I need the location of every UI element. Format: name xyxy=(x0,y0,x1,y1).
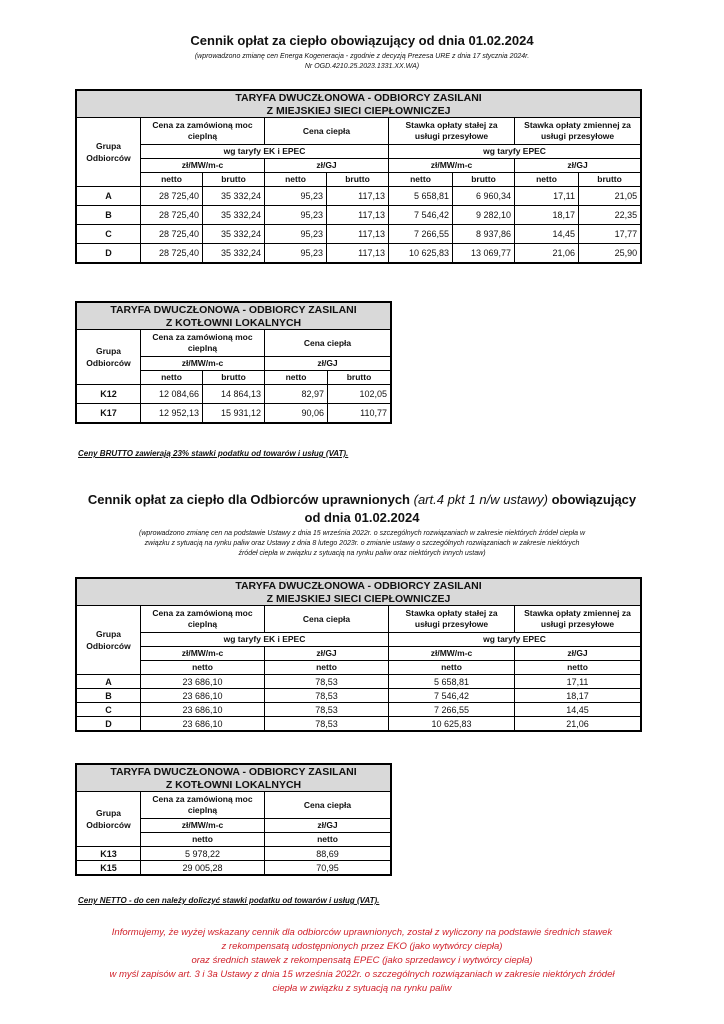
tariff-epec-header: wg taryfy EPEC xyxy=(389,145,641,159)
heat-price-header: Cena ciepła xyxy=(265,330,391,357)
table-row: A 28 725,40 35 332,24 95,23 117,13 5 658,81 6 960,34 17,11 21,05 xyxy=(77,187,641,206)
table-row: K12 12 084,66 14 864,13 82,97 102,05 xyxy=(77,385,391,404)
tariff-ek-header: wg taryfy EK i EPEC xyxy=(141,633,389,647)
netto-header: netto xyxy=(389,173,453,187)
table-row: C 28 725,40 35 332,24 95,23 117,13 7 266,55 8 937,86 14,45 17,77 xyxy=(77,225,641,244)
group-header: Grupa Odbiorców xyxy=(77,606,141,675)
table-row: K17 12 952,13 15 931,12 90,06 110,77 xyxy=(77,404,391,423)
heat-price-header: Cena ciepła xyxy=(265,792,391,819)
footnote-netto: Ceny NETTO - do cen należy doliczyć stawki podatku od towarów i usług (VAT). xyxy=(78,896,380,905)
netto-header: netto xyxy=(141,833,265,847)
table-row: D 23 686,10 78,53 10 625,83 21,06 xyxy=(77,717,641,731)
table-row: K15 29 005,28 70,95 xyxy=(77,861,391,875)
table-row: C 23 686,10 78,53 7 266,55 14,45 xyxy=(77,703,641,717)
unit-header: zł/GJ xyxy=(515,159,641,173)
table-local-boiler xyxy=(76,302,391,423)
table-header-line1: TARYFA DWUCZŁONOWA - ODBIORCY ZASILANI xyxy=(77,303,391,317)
netto-header: netto xyxy=(389,661,515,675)
table-header-line2: Z KOTŁOWNI LOKALNYCH xyxy=(77,778,391,792)
variable-rate-header: Stawka opłaty zmiennej za usługi przesyłowe xyxy=(515,606,641,633)
brutto-header: brutto xyxy=(203,173,265,187)
brutto-header: brutto xyxy=(327,173,389,187)
table-header-line1: TARYFA DWUCZŁONOWA - ODBIORCY ZASILANI xyxy=(77,91,641,105)
unit-header: zł/MW/m-c xyxy=(141,159,265,173)
brutto-header: brutto xyxy=(203,371,265,385)
tariff-ek-header: wg taryfy EK i EPEC xyxy=(141,145,389,159)
table-header-line1: TARYFA DWUCZŁONOWA - ODBIORCY ZASILANI xyxy=(77,765,391,779)
netto-header: netto xyxy=(141,661,265,675)
netto-header: netto xyxy=(265,371,328,385)
netto-header: netto xyxy=(265,833,391,847)
unit-header: zł/GJ xyxy=(515,647,641,661)
brutto-header: brutto xyxy=(453,173,515,187)
unit-header: zł/GJ xyxy=(265,159,389,173)
unit-header: zł/MW/m-c xyxy=(141,647,265,661)
unit-header: zł/MW/m-c xyxy=(389,647,515,661)
law-note: (wprowadzono zmianę cen na podstawie Ustawy z dnia 15 września 2022r. o szczególnych rozwiązaniach w zakresie niektórych źródeł ciepła w związku z sytuacją na rynku paliw oraz Ustawy z dnia 8 lutego 2023r. o zmianie ustawy o szczególnych rozwiązaniach w zakresie niektórych źródeł ciepła w związku z sytuacją na rynku paliw oraz niektórych innych ustaw) xyxy=(138,530,585,557)
variable-rate-header: Stawka opłaty zmiennej za usługi przesyłowe xyxy=(515,118,641,145)
unit-header: zł/GJ xyxy=(265,647,389,661)
unit-header: zł/GJ xyxy=(265,357,391,371)
netto-header: netto xyxy=(515,661,641,675)
group-header: Grupa Odbiorców xyxy=(77,118,141,187)
table-header-line1: TARYFA DWUCZŁONOWA - ODBIORCY ZASILANI xyxy=(77,579,641,593)
page-title: Cennik opłat za ciepło obowiązujący od dnia 01.02.2024 xyxy=(190,33,534,48)
group-header: Grupa Odbiorców xyxy=(77,792,141,847)
price-change-note: (wprowadzono zmianę cen Energa Kogeneracja - zgodnie z decyzją Prezesa URE z dnia 17 stycznia 2024r. Nr OGD.4210.25.2023.1331.XX.WA) xyxy=(194,53,530,70)
netto-header: netto xyxy=(141,173,203,187)
capacity-price-header: Cena za zamówioną moc cieplną xyxy=(141,330,265,357)
table-row: B 23 686,10 78,53 7 546,42 18,17 xyxy=(77,689,641,703)
section2-title: Cennik opłat za ciepło dla Odbiorców uprawnionych (art.4 pkt 1 n/w ustawy) obowiązujący od dnia 01.02.2024 xyxy=(87,492,637,525)
unit-header: zł/MW/m-c xyxy=(141,357,265,371)
heat-price-header: Cena ciepła xyxy=(265,118,389,145)
unit-header: zł/MW/m-c xyxy=(389,159,515,173)
table-header-line2: Z MIEJSKIEJ SIECI CIEPŁOWNICZEJ xyxy=(77,592,641,606)
netto-header: netto xyxy=(265,661,389,675)
fixed-rate-header: Stawka opłaty stałej za usługi przesyłowe xyxy=(389,118,515,145)
capacity-price-header: Cena za zamówioną moc cieplną xyxy=(141,118,265,145)
brutto-header: brutto xyxy=(328,371,391,385)
capacity-price-header: Cena za zamówioną moc cieplną xyxy=(141,606,265,633)
info-paragraph: Informujemy, że wyżej wskazany cennik dla odbiorców uprawnionych, został z wyliczony na podstawie średnich stawek z rekompensatą udostępnionych przez EKO (jako wytwórcy ciepła) oraz średnich stawek z rekompensatą EPEC (jako sprzedawcy i wytwórcy ciepła) w myśl zapisów art. 3 i 3a Ustawy z dnia 15 września 2022r. o szczególnych rozwiązaniach w zakresie niektórych źródeł ciepła w związku z sytuacją na rynku paliw xyxy=(109,927,615,994)
netto-header: netto xyxy=(515,173,579,187)
table-row: B 28 725,40 35 332,24 95,23 117,13 7 546,42 9 282,10 18,17 22,35 xyxy=(77,206,641,225)
netto-header: netto xyxy=(265,173,327,187)
table-eligible-local-boiler xyxy=(76,764,391,875)
heat-price-header: Cena ciepła xyxy=(265,606,389,633)
tariff-epec-header: wg taryfy EPEC xyxy=(389,633,641,647)
group-header: Grupa Odbiorców xyxy=(77,330,141,385)
footnote-brutto: Ceny BRUTTO zawierają 23% stawki podatku od towarów i usług (VAT). xyxy=(78,449,349,458)
table-header-line2: Z KOTŁOWNI LOKALNYCH xyxy=(77,316,391,330)
table-eligible-city-network xyxy=(76,578,641,731)
table-row: D 28 725,40 35 332,24 95,23 117,13 10 625,83 13 069,77 21,06 25,90 xyxy=(77,244,641,263)
table-row: A 23 686,10 78,53 5 658,81 17,11 xyxy=(77,675,641,689)
netto-header: netto xyxy=(141,371,203,385)
brutto-header: brutto xyxy=(579,173,641,187)
table-city-network xyxy=(76,90,641,263)
capacity-price-header: Cena za zamówioną moc cieplną xyxy=(141,792,265,819)
table-row: K13 5 978,22 88,69 xyxy=(77,847,391,861)
unit-header: zł/GJ xyxy=(265,819,391,833)
table-header-line2: Z MIEJSKIEJ SIECI CIEPŁOWNICZEJ xyxy=(77,104,641,118)
unit-header: zł/MW/m-c xyxy=(141,819,265,833)
fixed-rate-header: Stawka opłaty stałej za usługi przesyłowe xyxy=(389,606,515,633)
